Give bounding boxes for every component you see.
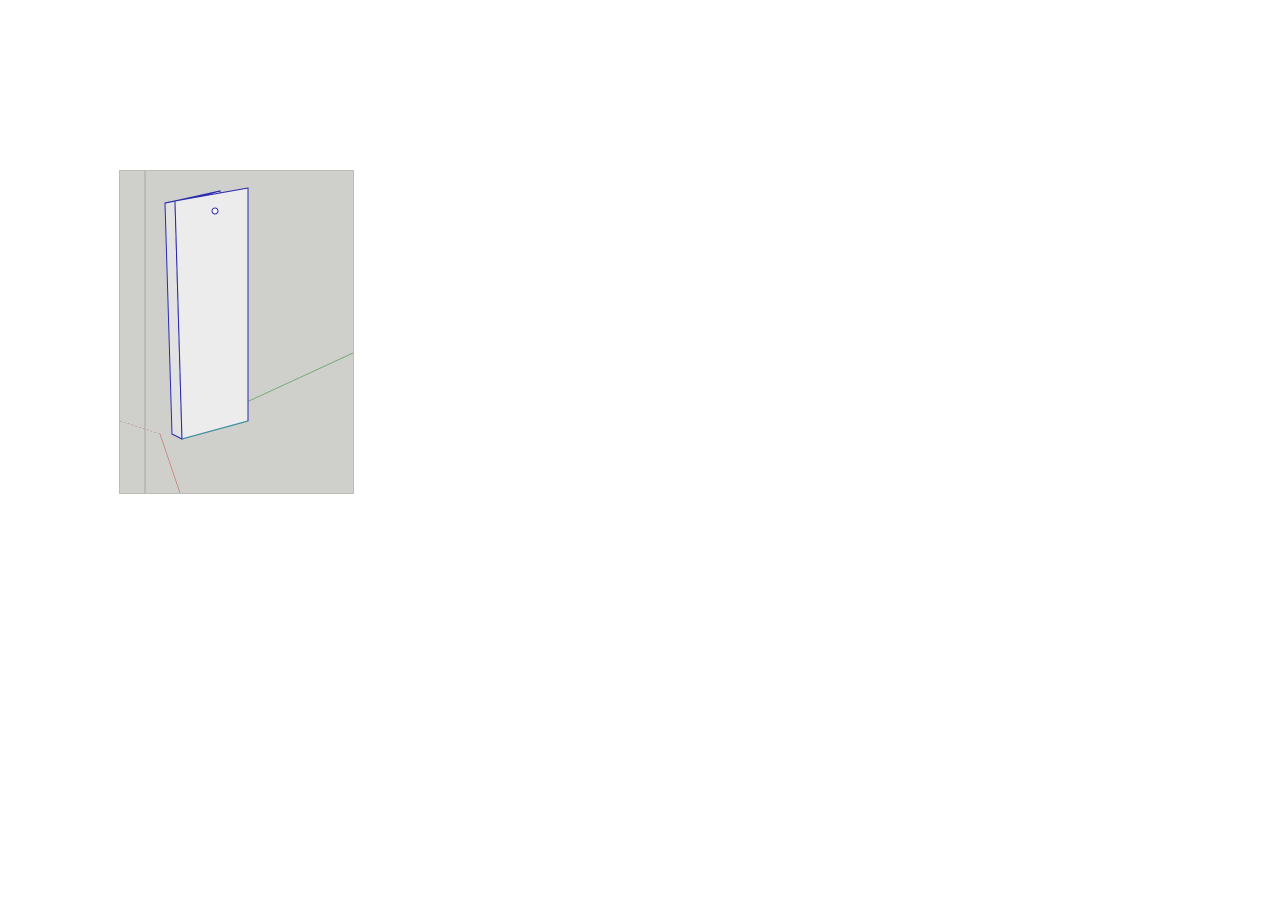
model-viewport-text[interactable] <box>119 170 354 494</box>
wall-panel-model-icon <box>120 171 353 493</box>
